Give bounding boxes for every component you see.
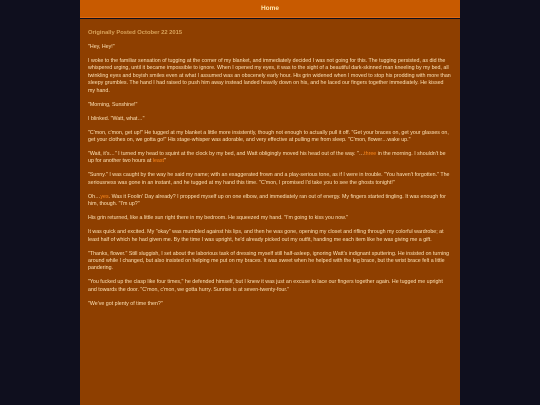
paragraph-4: I blinked. "Watt, what…": [88, 115, 145, 122]
paragraph-8: [88, 194, 452, 209]
paragraph-13: "We've got plenty of time then?": [88, 300, 163, 307]
paragraph-6-text-a: "Wait, it's…" I turned my head to squint at the clock by my bed, and Watt obligingly moved his head out of the way. "…: [88, 151, 365, 158]
paragraph-2: I woke to the familiar sensation of tugging at the corner of my blanket, and immediately decided I was not going for this. The tugging persisted, as did the whispered urging, until it became impossible to ignore. When I opened my eyes, it was to the sight of a beautiful dark-skinned man kneeling by my bed, all twinkling eyes and boyish smiles even at what I assumed was an obscenely early hour. His grin widened when I moved to stop his prodding with more than sleepy grumbles. The hand I had raised to push him away instead landed heavily down on his, and he laced our fingers together immediately. He kissed my hand.: [88, 58, 451, 94]
paragraph-3: "Morning, Sunshine!": [88, 101, 138, 108]
paragraph-1: "Hey, Hey!": [88, 44, 115, 50]
paragraph-5: "C'mon, c'mon, get up!" He tugged at my blanket a little more insistently, though not enough to actually pull it off. "Get your braces on, get your glasses on, get your clothes on, we gotta go!" His stage-whisper was adorable, and very effective at pulling me from sleep. "C'mon, flower…wake up.": [88, 129, 449, 144]
paragraph-9: His grin returned, like a little sun right there in my bedroom. He squeezed my hand. "I'm going to kiss you now.": [88, 215, 349, 222]
paragraph-6-text-c: ": [163, 158, 166, 165]
paragraph-12: "You fucked up the clasp like four times," he defended himself, but I knew it was just an excuse to lace our fingers together again. He tugged me upright and towards the door. "C'mon, c'mon, we gotta hurry. Sunrise is at seven-twenty-four.": [88, 279, 443, 293]
emphasis-link-yes[interactable]: yes: [100, 193, 109, 200]
post-date: Originally Posted October 22 2015: [88, 30, 183, 36]
post-content: [80, 19, 460, 308]
paragraph-6-text-b: in the morning. I shouldn't be up for another two hours at: [88, 151, 446, 165]
paragraph-8-text-a: Oh…: [88, 193, 101, 200]
paragraph-11: "Thanks, flower." Still sluggish, I set about the laborious task of dressing myself still half-asleep, ignoring Watt's indignant sputtering. He insisted on turning around while I changed, but also insisted on helping me put on my braces. It was sweet when he helped with the leg brace, but the wrist brace felt a little pandering.: [88, 250, 450, 272]
paragraph-6: [88, 151, 452, 166]
paragraph-8-text-b: . Was it Foolin' Day already? I propped myself up on one elbow, and immediately ran out of energy. My fingers started tingling. It was enough for him, though. "I'm up?": [88, 193, 446, 208]
paragraph-10: It was quick and excited. My "okay" was mumbled against his lips, and then he was gone, opening my closet and rifling through my colorful wardrobe; at least half of which he had given me. By the time I was upright, he'd already picked out my outfit, handing me each item like he was giving me a gift.: [88, 229, 444, 243]
top-nav-bar: [80, 0, 460, 18]
home-link[interactable]: Home: [260, 5, 280, 12]
emphasis-link-three[interactable]: three: [364, 151, 377, 158]
paragraph-7: "Sunny." I was caught by the way he said my name; with an exaggerated frown and a play-serious tone, as if I were in trouble. "You haven't forgotten." The seriousness was gone in an instant, and he tugged at my hand this time. "C'mon, I promised I'd take you to see the ghosts tonight!": [88, 172, 450, 186]
emphasis-link-least[interactable]: least: [152, 158, 164, 165]
post-panel: [80, 19, 460, 405]
